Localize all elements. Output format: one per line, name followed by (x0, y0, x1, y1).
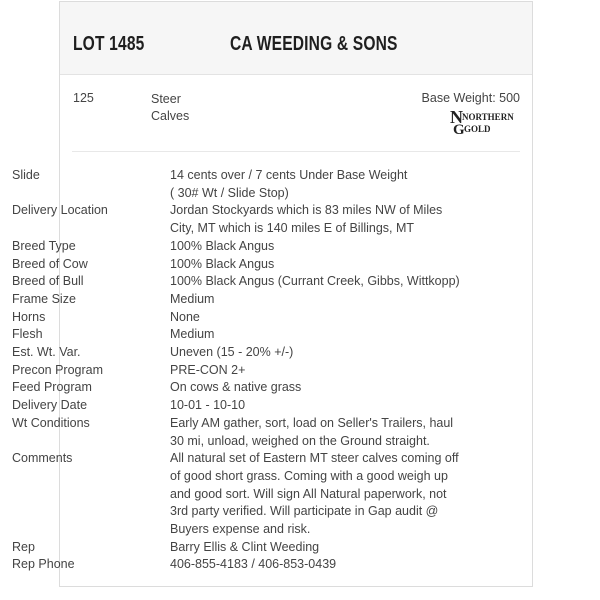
detail-row (12, 273, 462, 291)
detail-row (12, 344, 462, 362)
detail-value: Uneven (15 - 20% +/-) (170, 345, 294, 360)
detail-value: None (170, 309, 200, 324)
detail-row (12, 202, 462, 237)
detail-value: 14 cents over / 7 cents Under Base Weight ( 30# Wt / Slide Stop) (170, 168, 408, 200)
detail-label: Rep (12, 539, 35, 554)
detail-value: 100% Black Angus (Currant Creek, Gibbs, Wittkopp) (170, 274, 460, 289)
detail-label: Comments (12, 451, 73, 466)
detail-value: Jordan Stockyards which is 83 miles NW of Miles City, MT which is 140 miles E of Billings, MT (170, 203, 443, 236)
detail-value: 100% Black Angus (170, 256, 275, 271)
detail-value: Medium (170, 291, 215, 306)
svg-text:G: G (453, 122, 465, 135)
detail-value: 100% Black Angus (170, 238, 275, 253)
detail-row (12, 291, 462, 309)
detail-label: Feed Program (12, 380, 92, 395)
detail-label: Breed of Cow (12, 256, 88, 271)
detail-label: Precon Program (12, 362, 104, 377)
detail-row (12, 397, 462, 415)
detail-row (12, 539, 462, 557)
lot-details (12, 167, 462, 574)
lot-summary (72, 75, 520, 152)
detail-value: Medium (170, 327, 215, 342)
detail-value: PRE-CON 2+ (170, 362, 246, 377)
detail-row (12, 256, 462, 274)
lot-type-line2: Calves (151, 109, 190, 123)
detail-label: Flesh (12, 327, 43, 342)
detail-value: 10-01 - 10-10 (170, 398, 246, 413)
detail-value: Barry Ellis & Clint Weeding (170, 539, 320, 554)
detail-row (12, 238, 462, 256)
detail-row (12, 379, 462, 397)
detail-label: Delivery Date (12, 398, 88, 413)
lot-number: LOT 1485 (73, 33, 145, 55)
logo-text-line2: GOLD (464, 124, 491, 134)
detail-value: 406-855-4183 / 406-853-0439 (170, 557, 337, 572)
base-weight: Base Weight: 500 (421, 91, 520, 105)
detail-row (12, 415, 462, 450)
northern-gold-logo-icon (449, 109, 519, 135)
detail-label: Rep Phone (12, 557, 75, 572)
detail-label: Frame Size (12, 291, 76, 306)
detail-row (12, 309, 462, 327)
detail-row (12, 167, 462, 202)
detail-value: On cows & native grass (170, 380, 302, 395)
detail-label: Wt Conditions (12, 415, 90, 430)
northern-gold-logo (449, 109, 519, 135)
svg-text:N: N (450, 109, 463, 127)
consignor-name: CA WEEDING & SONS (230, 33, 398, 55)
detail-label: Delivery Location (12, 203, 108, 218)
detail-label: Est. Wt. Var. (12, 345, 81, 360)
logo-text-line1: NORTHERN (462, 112, 514, 122)
detail-label: Breed Type (12, 238, 76, 253)
detail-row (12, 556, 462, 574)
lot-type-line1: Steer (151, 92, 181, 106)
detail-row (12, 362, 462, 380)
detail-row (12, 450, 462, 539)
detail-row (12, 326, 462, 344)
detail-label: Slide (12, 168, 40, 182)
detail-label: Breed of Bull (12, 274, 84, 289)
lot-type (151, 91, 189, 125)
detail-value: Early AM gather, sort, load on Seller's Trailers, haul 30 mi, unload, weighed on the Ground straight. (170, 415, 454, 448)
head-count: 125 (73, 91, 94, 105)
lot-header (60, 2, 532, 75)
detail-label: Horns (12, 309, 46, 324)
detail-value: All natural set of Eastern MT steer calves coming off of good short grass. Coming with a good weigh up and good sort. Will sign All Natural paperwork, not 3rd party verified. Will participate in Gap audit @ Buyers expense and risk. (170, 451, 459, 537)
